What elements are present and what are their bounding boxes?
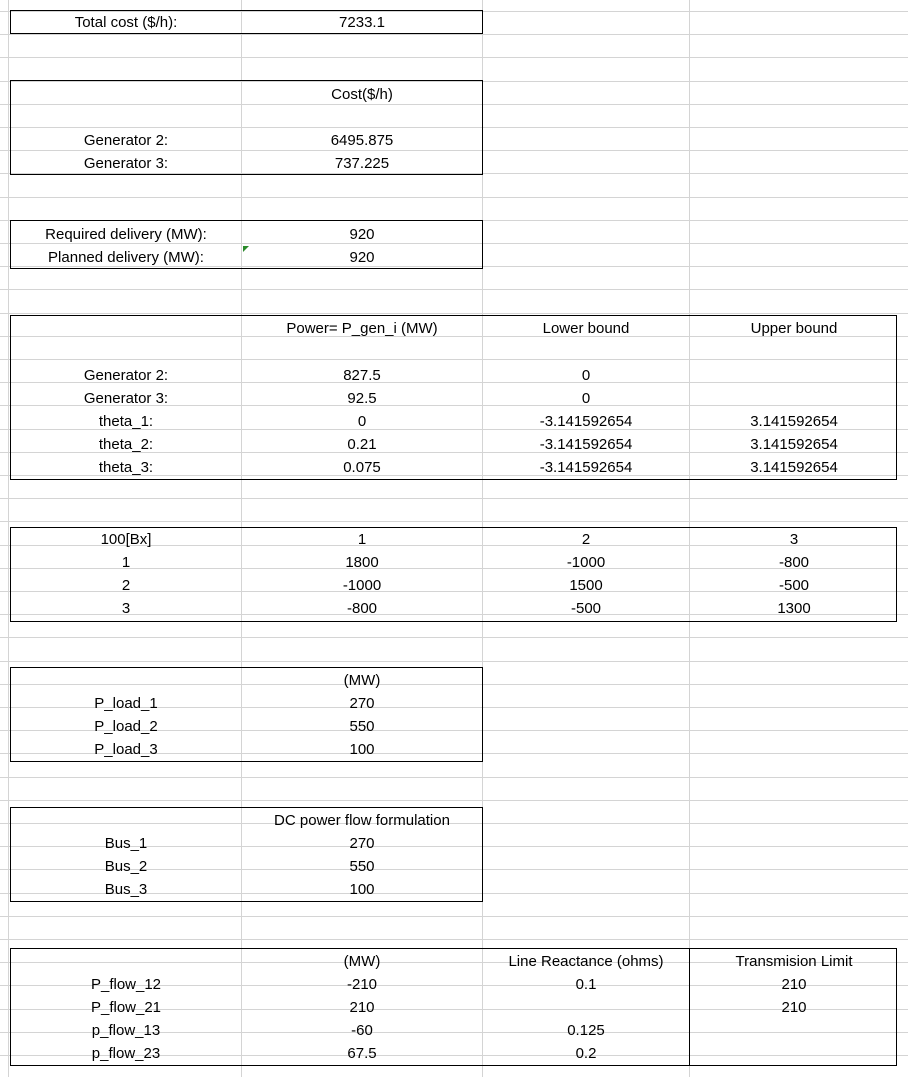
lower-bound-header[interactable]: Lower bound xyxy=(542,320,630,337)
flow-mw-header[interactable]: (MW) xyxy=(343,953,381,970)
power-row-value[interactable]: 0.21 xyxy=(347,436,377,453)
flow-label[interactable]: p_flow_23 xyxy=(91,1045,161,1062)
power-row-value[interactable]: 92.5 xyxy=(347,390,377,407)
loads-header[interactable]: (MW) xyxy=(343,672,381,689)
power-row-upper[interactable]: 3.141592654 xyxy=(750,436,838,453)
flow-label[interactable]: p_flow_13 xyxy=(91,1022,161,1039)
limit-header[interactable]: Transmision Limit xyxy=(735,953,853,970)
power-row-lower[interactable]: -3.141592654 xyxy=(539,436,633,453)
power-row-upper[interactable] xyxy=(690,364,898,387)
grid-row-line xyxy=(0,34,908,35)
bx-cell[interactable]: -500 xyxy=(778,577,810,594)
power-row-label[interactable]: theta_3: xyxy=(98,459,154,476)
power-row-lower[interactable]: 0 xyxy=(581,390,591,407)
load-label[interactable]: P_load_3 xyxy=(94,741,158,758)
power-row-label[interactable]: Generator 2: xyxy=(83,367,169,384)
grid-row-line xyxy=(0,637,908,638)
load-label[interactable]: P_load_2 xyxy=(94,718,158,735)
cost-header[interactable]: Cost($/h) xyxy=(331,86,393,103)
power-row-upper[interactable]: 3.141592654 xyxy=(750,413,838,430)
comment-indicator-icon xyxy=(243,246,249,252)
flow-reactance[interactable] xyxy=(483,996,689,1019)
power-row-upper[interactable] xyxy=(690,387,898,410)
power-row-value[interactable]: 827.5 xyxy=(343,367,381,384)
grid-row-line xyxy=(0,916,908,917)
required-delivery-value[interactable]: 920 xyxy=(349,226,375,243)
flow-mw[interactable]: -210 xyxy=(346,976,378,993)
total-cost-label[interactable]: Total cost ($/h): xyxy=(74,14,178,31)
bus-label[interactable]: Bus_1 xyxy=(104,835,148,852)
flow-reactance[interactable]: 0.1 xyxy=(575,976,597,993)
grid-row-line xyxy=(0,57,908,58)
flow-label[interactable]: P_flow_21 xyxy=(90,999,162,1016)
grid-row-line xyxy=(0,661,908,662)
power-row-lower[interactable]: -3.141592654 xyxy=(539,413,633,430)
bx-cell[interactable]: -800 xyxy=(778,554,810,571)
dc-flow-header[interactable]: DC power flow formulation xyxy=(274,812,450,829)
flow-limit[interactable]: 210 xyxy=(781,976,807,993)
required-delivery-label[interactable]: Required delivery (MW): xyxy=(45,226,207,243)
grid-row-line xyxy=(0,313,908,314)
grid-row-line xyxy=(0,800,908,801)
flow-mw[interactable]: 67.5 xyxy=(347,1045,377,1062)
gen2-cost-value[interactable]: 6495.875 xyxy=(330,132,394,149)
flow-mw[interactable]: -60 xyxy=(351,1022,373,1039)
flow-label[interactable]: P_flow_12 xyxy=(90,976,162,993)
grid-row-line xyxy=(0,939,908,940)
flow-limit[interactable]: 210 xyxy=(781,999,807,1016)
gen3-cost-value[interactable]: 737.225 xyxy=(334,155,390,172)
flow-reactance[interactable]: 0.2 xyxy=(575,1045,597,1062)
gen3-cost-label[interactable]: Generator 3: xyxy=(83,155,169,172)
bus-value[interactable]: 550 xyxy=(349,858,375,875)
bx-header-col3[interactable]: 3 xyxy=(789,531,799,548)
load-value[interactable]: 100 xyxy=(349,741,375,758)
load-value[interactable]: 550 xyxy=(349,718,375,735)
bx-header-label[interactable]: 100[Bx] xyxy=(100,531,152,548)
grid-row-line xyxy=(0,521,908,522)
bx-row-label[interactable]: 1 xyxy=(121,554,131,571)
bx-header-col1[interactable]: 1 xyxy=(357,531,367,548)
load-value[interactable]: 270 xyxy=(349,695,375,712)
bx-cell[interactable]: -500 xyxy=(570,600,602,617)
bx-header-col2[interactable]: 2 xyxy=(581,531,591,548)
planned-delivery-value[interactable]: 920 xyxy=(349,249,375,266)
power-row-lower[interactable]: -3.141592654 xyxy=(539,459,633,476)
power-row-label[interactable]: theta_1: xyxy=(98,413,154,430)
power-row-label[interactable]: Generator 3: xyxy=(83,390,169,407)
bx-cell[interactable]: -800 xyxy=(346,600,378,617)
power-row-value[interactable]: 0.075 xyxy=(343,459,381,476)
grid-row-line xyxy=(0,289,908,290)
gen2-cost-label[interactable]: Generator 2: xyxy=(83,132,169,149)
bx-cell[interactable]: -1000 xyxy=(566,554,606,571)
total-cost-value[interactable]: 7233.1 xyxy=(339,14,385,31)
power-row-upper[interactable]: 3.141592654 xyxy=(750,459,838,476)
power-header[interactable]: Power= P_gen_i (MW) xyxy=(286,320,438,337)
power-row-label[interactable]: theta_2: xyxy=(98,436,154,453)
flow-reactance[interactable]: 0.125 xyxy=(567,1022,605,1039)
power-row-lower[interactable]: 0 xyxy=(581,367,591,384)
bx-cell[interactable]: 1500 xyxy=(569,577,603,594)
grid-row-line xyxy=(0,777,908,778)
bx-cell[interactable]: 1800 xyxy=(345,554,379,571)
grid-row-line xyxy=(0,197,908,198)
bus-value[interactable]: 100 xyxy=(349,881,375,898)
bx-cell[interactable]: 1300 xyxy=(777,600,811,617)
bx-row-label[interactable]: 3 xyxy=(121,600,131,617)
bx-row-label[interactable]: 2 xyxy=(121,577,131,594)
flow-mw[interactable]: 210 xyxy=(349,999,375,1016)
grid-row-line xyxy=(0,498,908,499)
planned-delivery-label[interactable]: Planned delivery (MW): xyxy=(48,249,204,266)
reactance-header[interactable]: Line Reactance (ohms) xyxy=(508,953,664,970)
flow-limit[interactable] xyxy=(690,1019,898,1042)
load-label[interactable]: P_load_1 xyxy=(94,695,158,712)
bus-label[interactable]: Bus_2 xyxy=(104,858,148,875)
bx-cell[interactable]: -1000 xyxy=(342,577,382,594)
power-row-value[interactable]: 0 xyxy=(357,413,367,430)
upper-bound-header[interactable]: Upper bound xyxy=(750,320,838,337)
flow-limit[interactable] xyxy=(690,1042,898,1065)
bus-value[interactable]: 270 xyxy=(349,835,375,852)
bus-label[interactable]: Bus_3 xyxy=(104,881,148,898)
